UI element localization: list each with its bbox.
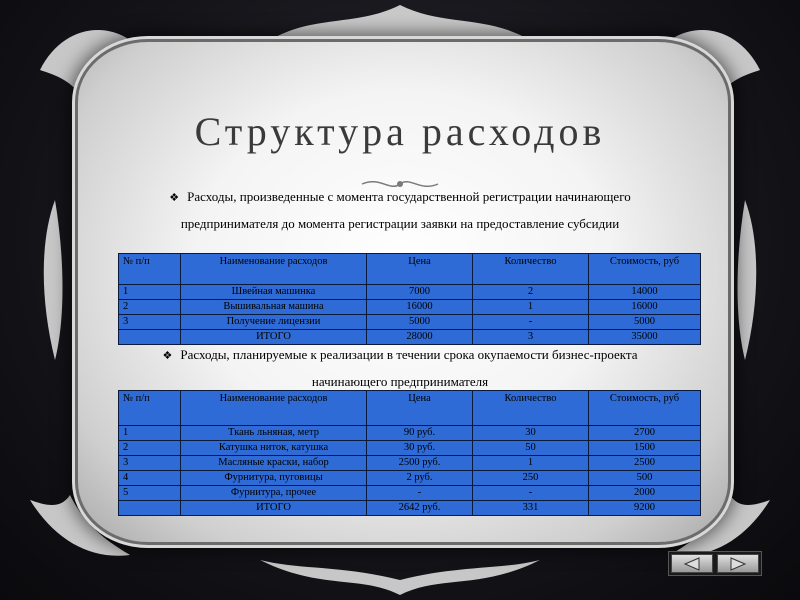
side-ornament-left (44, 200, 63, 360)
cell-price: 90 руб. (367, 426, 473, 441)
cell-number: 2 (119, 441, 181, 456)
cell-price: 7000 (367, 285, 473, 300)
cell-name: Вышивальная машина (181, 300, 367, 315)
cell-number: 5 (119, 486, 181, 501)
previous-slide-button[interactable] (671, 554, 713, 573)
cell-quantity: 2 (473, 285, 589, 300)
table-row (119, 456, 701, 471)
section1-heading-text: Расходы, произведенные с момента государственной регистрации начинающего предпринимателя до момента регистрации заявки на предоставление субсидии (180, 189, 631, 231)
cell-quantity: 250 (473, 471, 589, 486)
table-row (119, 315, 701, 330)
cell-cost: 2000 (589, 486, 701, 501)
col-header-price: Цена (367, 254, 473, 285)
col-header-name: Наименование расходов (181, 254, 367, 285)
cell-quantity: 1 (473, 456, 589, 471)
cell-quantity: 331 (473, 501, 589, 516)
cell-name: ИТОГО (181, 501, 367, 516)
cell-price: 2 руб. (367, 471, 473, 486)
table-row (119, 426, 701, 441)
col-header-cost: Стоимость, руб (589, 391, 701, 426)
cell-quantity: - (473, 315, 589, 330)
col-header-number: № п/п (119, 391, 181, 426)
cell-price: 28000 (367, 330, 473, 345)
next-slide-button[interactable] (717, 554, 759, 573)
cell-name: Фурнитура, пуговицы (181, 471, 367, 486)
table-row (119, 285, 701, 300)
table-row (119, 486, 701, 501)
cell-name: Получение лицензии (181, 315, 367, 330)
cell-price: 16000 (367, 300, 473, 315)
cell-price: 30 руб. (367, 441, 473, 456)
cell-cost: 14000 (589, 285, 701, 300)
col-header-name: Наименование расходов (181, 391, 367, 426)
table-row (119, 441, 701, 456)
page-title: Структура расходов (194, 109, 606, 154)
col-header-quantity: Количество (473, 391, 589, 426)
expenses-table-1 (118, 253, 701, 345)
table-2-body (119, 426, 701, 516)
cell-cost: 1500 (589, 441, 701, 456)
bottom-ornament (260, 560, 540, 595)
cell-number: 3 (119, 456, 181, 471)
cell-cost: 2700 (589, 426, 701, 441)
triangle-right-icon (729, 557, 747, 571)
cell-quantity: 3 (473, 330, 589, 345)
table-1-body (119, 285, 701, 345)
cell-number: 1 (119, 426, 181, 441)
diamond-bullet-icon: ❖ (169, 192, 180, 204)
col-header-quantity: Количество (473, 254, 589, 285)
cell-quantity: - (473, 486, 589, 501)
cell-price: - (367, 486, 473, 501)
cell-number: 1 (119, 285, 181, 300)
cell-quantity: 1 (473, 300, 589, 315)
cell-number: 2 (119, 300, 181, 315)
cell-name: Масляные краски, набор (181, 456, 367, 471)
section2-heading-text: Расходы, планируемые к реализации в течении срока окупаемости бизнес-проекта начинающего предпринимателя (180, 347, 638, 389)
cell-cost: 9200 (589, 501, 701, 516)
diamond-bullet-icon: ❖ (162, 350, 173, 362)
cell-cost: 16000 (589, 300, 701, 315)
table-row (119, 300, 701, 315)
cell-name: Ткань льняная, метр (181, 426, 367, 441)
cell-name: Катушка ниток, катушка (181, 441, 367, 456)
table-row (119, 501, 701, 516)
cell-quantity: 50 (473, 441, 589, 456)
table-row (119, 471, 701, 486)
cell-price: 2500 руб. (367, 456, 473, 471)
cell-cost: 500 (589, 471, 701, 486)
section1-heading (150, 184, 650, 237)
cell-cost: 5000 (589, 315, 701, 330)
cell-name: ИТОГО (181, 330, 367, 345)
cell-cost: 2500 (589, 456, 701, 471)
cell-price: 2642 руб. (367, 501, 473, 516)
triangle-left-icon (683, 557, 701, 571)
cell-name: Фурнитура, прочее (181, 486, 367, 501)
cell-quantity: 30 (473, 426, 589, 441)
col-header-cost: Стоимость, руб (589, 254, 701, 285)
col-header-number: № п/п (119, 254, 181, 285)
cell-number (119, 501, 181, 516)
col-header-price: Цена (367, 391, 473, 426)
cell-price: 5000 (367, 315, 473, 330)
cell-cost: 35000 (589, 330, 701, 345)
expenses-table-2 (118, 390, 701, 516)
cell-number: 4 (119, 471, 181, 486)
section2-heading (150, 342, 650, 395)
side-ornament-right (738, 200, 757, 360)
cell-name: Швейная машинка (181, 285, 367, 300)
cell-number: 3 (119, 315, 181, 330)
slide-navigation (668, 551, 762, 576)
